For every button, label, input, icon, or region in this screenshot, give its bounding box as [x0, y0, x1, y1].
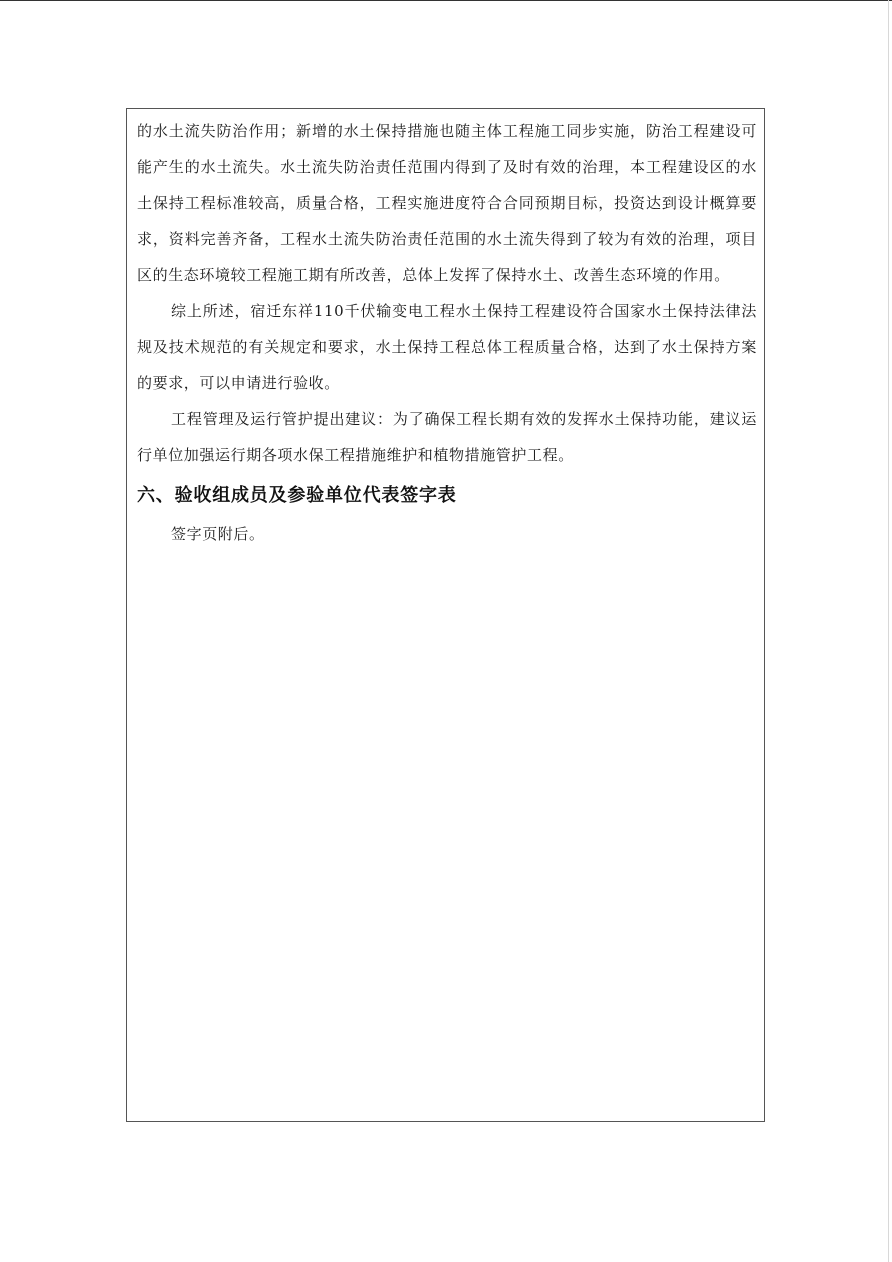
- document-frame: [126, 108, 765, 1122]
- page-right-edge: [888, 0, 889, 1262]
- paragraph-conclusion-continued: 的水土流失防治作用；新增的水土保持措施也随主体工程施工同步实施，防治工程建设可能产生的水土流失。水土流失防治责任范围内得到了及时有效的治理，本工程建设区的水土保持工程标准较高，质量合格，工程实施进度符合合同预期目标，投资达到设计概算要求，资料完善齐备，工程水土流失防治责任范围的水土流失得到了较为有效的治理，项目区的生态环境较工程施工期有所改善，总体上发挥了保持水土、改善生态环境的作用。: [137, 122, 757, 284]
- signature-note: 签字页附后。: [171, 525, 265, 543]
- section-heading-signatures: 六、验收组成员及参验单位代表签字表: [137, 485, 457, 506]
- paragraph-recommendation: 工程管理及运行管护提出建议：为了确保工程长期有效的发挥水土保持功能，建议运行单位加强运行期各项水保工程措施维护和植物措施管护工程。: [137, 410, 757, 464]
- document-content: [137, 113, 757, 553]
- paragraph-summary: 综上所述，宿迁东祥110千伏输变电工程水土保持工程建设符合国家水土保持法律法规及技术规范的有关规定和要求，水土保持工程总体工程质量合格，达到了水土保持方案的要求，可以申请进行验收。: [137, 302, 757, 392]
- page-top-rule: [0, 0, 892, 1]
